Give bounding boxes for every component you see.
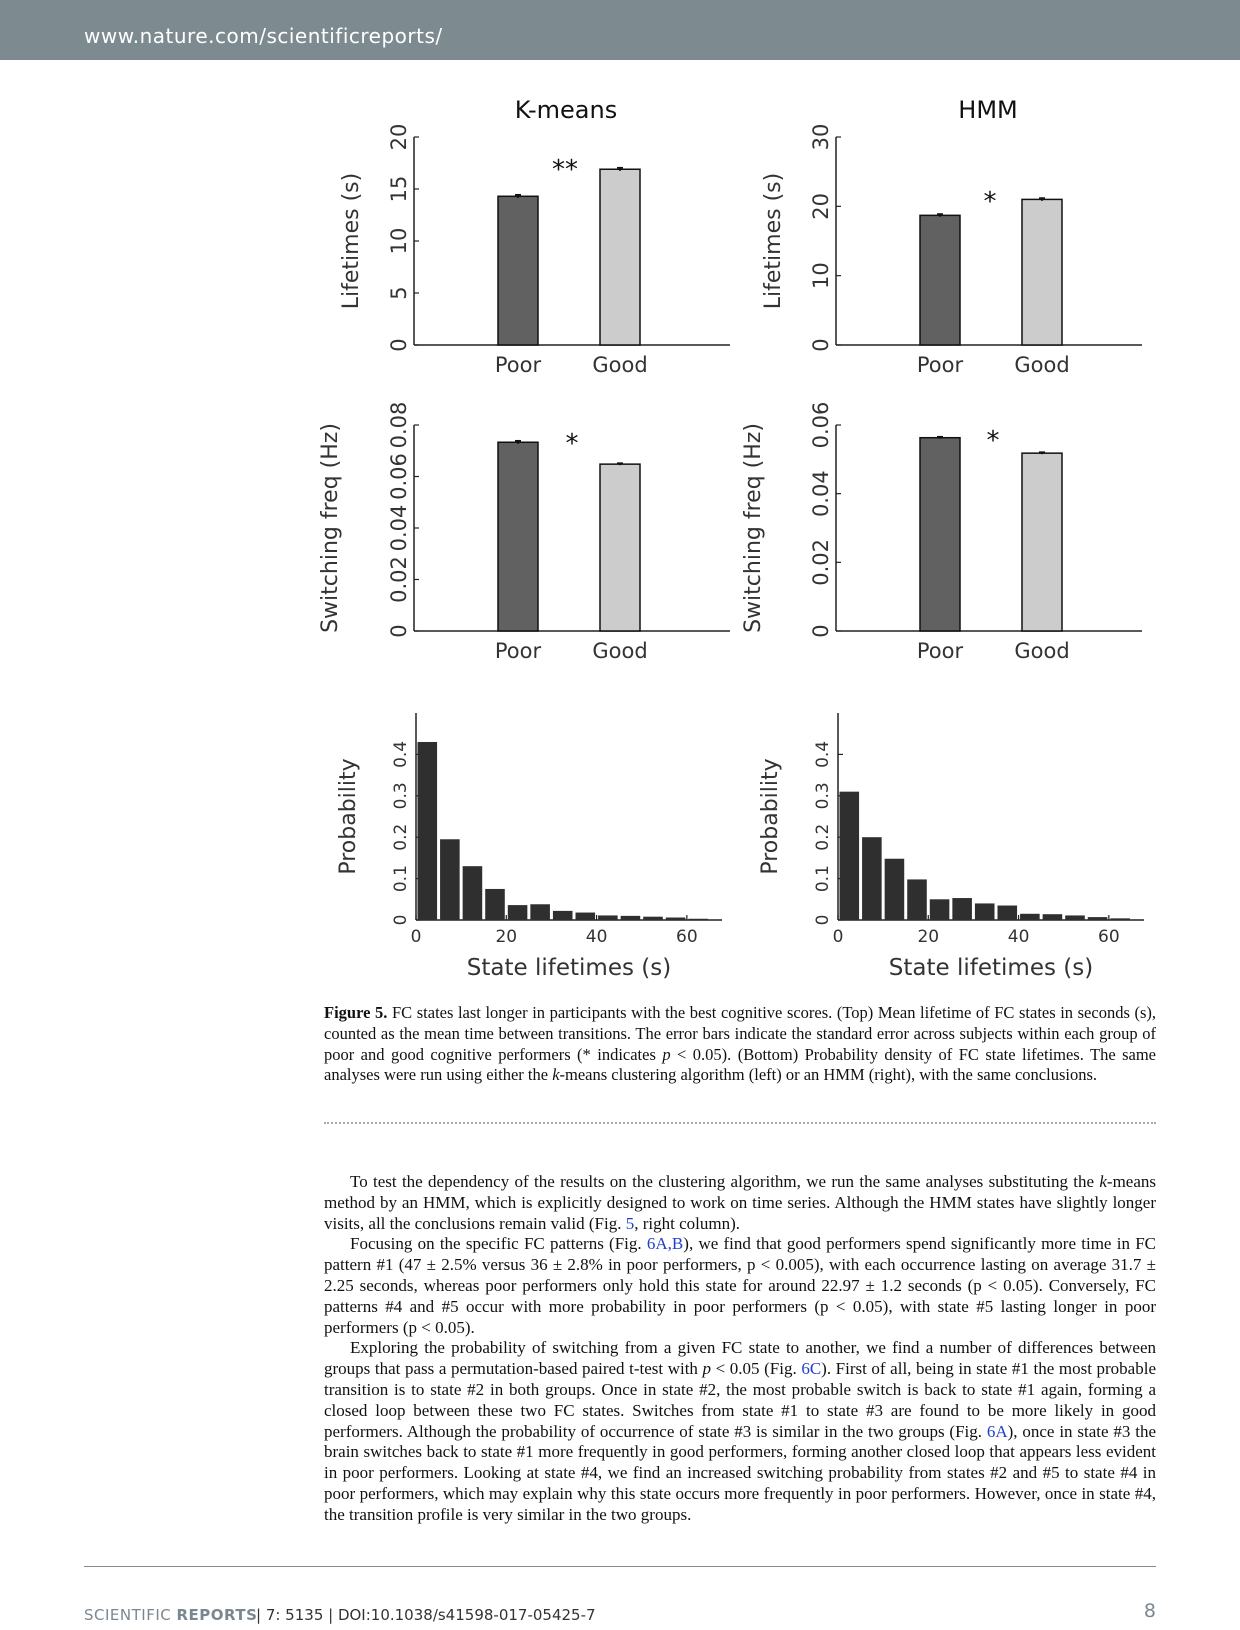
y-tick-label: 0.1	[813, 865, 833, 893]
x-tick-label: 60	[676, 927, 698, 947]
figure-link[interactable]: 5	[625, 1213, 635, 1233]
footer-rule	[84, 1566, 1156, 1567]
y-axis-label: Probability	[758, 758, 783, 875]
bar-good	[600, 464, 640, 631]
histogram-bar	[930, 899, 950, 920]
x-tick-label: 20	[917, 927, 940, 947]
x-category-label: Poor	[494, 639, 542, 663]
histogram-bar	[1065, 915, 1085, 920]
bar-poor	[498, 442, 538, 631]
paragraph-2: Focusing on the specific FC patterns (Fig. 6A,B), we find that good performers spend significantly more time in FC pattern #1 (47 ± 2.5% versus 36 ± 2.8% in poor performers, p < 0.005), with each occurrence lasting on average 31.7 ± 2.25 seconds, whereas poor performers only hold this state for around 22.97 ± 1.2 seconds (p < 0.05). Conversely, FC patterns #4 and #5 occur with more probability in poor performers (p < 0.05), with state #5 lasting longer in poor performers (p < 0.05).	[324, 1234, 1156, 1337]
y-tick-label: 0.04	[809, 470, 833, 518]
histogram-bar	[1020, 914, 1040, 920]
y-tick-label: 0.4	[391, 740, 411, 768]
y-tick-label: 0	[809, 338, 833, 352]
paragraph-1: To test the dependency of the results on the clustering algorithm, we run the same analyses substituting the k-means method by an HMM, which is explicitly designed to work on time series. Although the HMM states have slightly longer visits, all the conclusions remain valid (Fig. 5, right column).	[324, 1172, 1156, 1233]
histogram-bar	[952, 898, 972, 920]
histogram-bar	[643, 917, 663, 920]
histogram-bar	[840, 792, 860, 920]
y-axis-label: Probability	[336, 758, 361, 875]
histogram-bar	[621, 916, 641, 920]
histogram-bar	[553, 911, 573, 920]
bar-poor	[498, 196, 538, 345]
x-category-label: Poor	[916, 639, 964, 663]
y-tick-label: 0	[813, 914, 833, 926]
x-axis-label: State lifetimes (s)	[466, 955, 672, 980]
y-tick-label: 0	[391, 914, 411, 926]
x-tick-label: 0	[410, 927, 422, 947]
x-category-label: Good	[592, 639, 648, 663]
x-category-label: Poor	[494, 353, 542, 377]
y-tick-label: 0.02	[809, 538, 833, 586]
y-tick-label: 15	[387, 175, 411, 203]
x-category-label: Good	[1014, 639, 1070, 663]
hmm-switching-chart	[741, 402, 1142, 663]
histogram-bar	[530, 904, 550, 920]
y-tick-label: 0	[387, 624, 411, 638]
caption-text-2: < 0.05). (Bottom) Probability density of FC state lifetimes. The same analyses were run using either the	[324, 1044, 1156, 1085]
y-tick-label: 0.08	[387, 401, 411, 449]
bar-good	[1022, 199, 1062, 345]
histogram-bar	[975, 903, 995, 920]
figure-caption	[324, 1003, 1156, 1086]
figure-5	[0, 60, 1240, 980]
y-tick-label: 0.06	[809, 401, 833, 449]
x-category-label: Good	[1014, 353, 1070, 377]
header-url[interactable]: www.nature.com/scientificreports/	[84, 24, 443, 48]
x-category-label: Good	[592, 353, 648, 377]
y-tick-label: 0	[809, 624, 833, 638]
significance-hmm-switching: *	[986, 426, 1000, 456]
bar-poor	[920, 215, 960, 345]
body-text	[324, 1172, 1156, 1526]
y-axis-label: Lifetimes (s)	[339, 172, 364, 310]
histogram-bar	[440, 839, 460, 920]
y-tick-label: 0.3	[813, 782, 833, 810]
x-tick-label: 20	[495, 927, 518, 947]
histogram-bar	[598, 915, 618, 920]
x-tick-label: 40	[1007, 927, 1030, 947]
y-tick-label: 0.06	[387, 453, 411, 500]
bar-good	[600, 169, 640, 345]
bar-good	[1022, 453, 1062, 631]
y-axis-label: Switching freq (Hz)	[741, 423, 766, 633]
histogram-bar	[418, 742, 438, 920]
kmeans-lifetime-histogram	[336, 713, 722, 980]
x-axis-label: State lifetimes (s)	[888, 955, 1094, 980]
figure-link[interactable]: 6C	[801, 1359, 822, 1379]
x-category-label: Poor	[916, 353, 964, 377]
histogram-bar	[1088, 917, 1108, 920]
histogram-bar	[485, 889, 505, 920]
y-tick-label: 20	[809, 192, 833, 220]
histogram-bar	[862, 837, 882, 920]
histogram-bar	[885, 859, 905, 920]
hmm-lifetime-chart	[761, 124, 1142, 377]
y-tick-label: 0.02	[387, 556, 411, 603]
header-bar	[0, 0, 1240, 60]
paragraph-3: Exploring the probability of switching from a given FC state to another, we find a number of differences between groups that pass a permutation-based paired t-test with p < 0.05 (Fig. 6C). First of all, being in state #1 the most probable transition is to state #2 in both groups. Once in state #2, the most probable switch is back to state #1 again, forming a closed loop between these two FC states. Switches from state #1 to state #3 are found to be more likely in good performers. Although the probability of occurrence of state #3 is similar in the two groups (Fig. 6A), once in state #3 the brain switches back to state #1 more frequently in good performers, forming another closed loop that appears less evident in poor performers. Looking at state #4, we find an increased switching probability from states #2 and #5 to state #4 in poor performers, which may explain why this state occurs more frequently in poor performers. However, once in state #4, the transition profile is very similar in the two groups.	[324, 1338, 1156, 1524]
y-tick-label: 5	[387, 286, 411, 300]
panel-title-hmm: HMM	[958, 96, 1018, 124]
y-tick-label: 0	[387, 338, 411, 352]
caption-text-1: FC states last longer in participants with the best cognitive scores. (Top) Mean lifetime of FC states in seconds (s), counted as the mean time between transitions. The error bars indicate the standard error across subjects within each group of poor and good cognitive performers (* indicates	[324, 1003, 1156, 1064]
hmm-lifetime-histogram	[758, 713, 1144, 980]
x-tick-label: 60	[1098, 927, 1120, 947]
footer-journal: SCIENTIFIC REPORTS	[84, 1606, 258, 1624]
histogram-bar	[907, 879, 927, 920]
figure-link[interactable]: 6A,B	[646, 1234, 684, 1254]
x-tick-label: 0	[832, 927, 844, 947]
histogram-bar	[508, 905, 528, 920]
panel-title-kmeans: K-means	[514, 96, 618, 124]
significance-kmeans-lifetime: **	[552, 155, 578, 185]
y-tick-label: 10	[809, 262, 833, 290]
significance-hmm-lifetime: *	[983, 187, 997, 217]
footer-citation: | 7: 5135 | DOI:10.1038/s41598-017-05425-7	[256, 1606, 596, 1624]
bar-poor	[920, 438, 960, 631]
y-tick-label: 20	[387, 123, 411, 151]
histogram-bar	[576, 913, 596, 920]
kmeans-lifetime-chart	[339, 124, 730, 377]
caption-k: k	[552, 1065, 560, 1085]
caption-label: Figure 5.	[324, 1003, 388, 1022]
x-tick-label: 40	[585, 927, 608, 947]
caption-text-3: -means clustering algorithm (left) or an HMM (right), with the same conclusions.	[559, 1065, 1098, 1085]
y-tick-label: 0.4	[813, 740, 833, 768]
histogram-bar	[688, 919, 708, 920]
y-axis-label: Lifetimes (s)	[761, 172, 786, 310]
histogram-bar	[666, 918, 686, 920]
y-tick-label: 10	[387, 227, 411, 255]
y-axis-label: Switching freq (Hz)	[318, 423, 343, 633]
caption-p: p	[662, 1044, 671, 1064]
y-tick-label: 0.04	[387, 504, 411, 552]
histogram-bar	[998, 906, 1018, 920]
y-tick-label: 30	[809, 123, 833, 151]
histogram-bar	[1043, 914, 1063, 920]
page-number: 8	[1143, 1600, 1156, 1622]
kmeans-switching-chart	[318, 402, 730, 663]
caption-divider	[324, 1122, 1156, 1124]
significance-kmeans-switching: *	[565, 429, 579, 459]
histogram-bar	[1110, 918, 1130, 920]
y-tick-label: 0.3	[391, 782, 411, 810]
y-tick-label: 0.2	[813, 823, 833, 851]
y-tick-label: 0.2	[391, 823, 411, 851]
figure-link[interactable]: 6A	[986, 1421, 1008, 1441]
y-tick-label: 0.1	[391, 865, 411, 893]
histogram-bar	[463, 866, 483, 920]
